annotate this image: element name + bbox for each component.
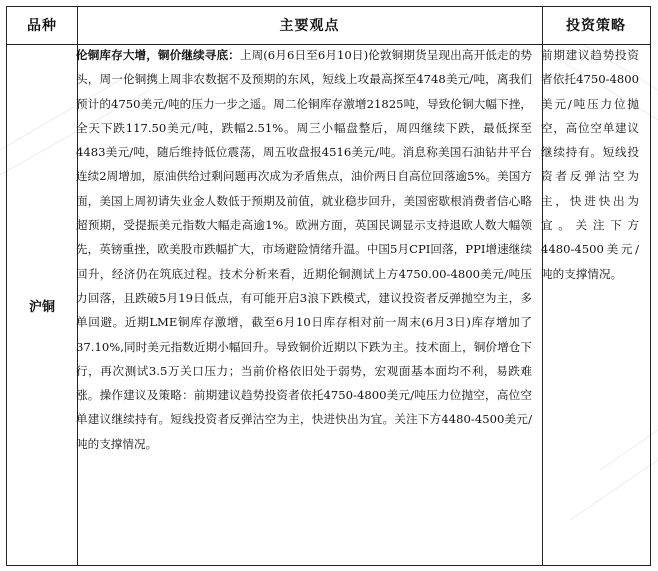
header-main-view: 主要观点 [279, 18, 340, 34]
header-variety: 品种 [27, 18, 57, 34]
header-strategy: 投资策略 [566, 18, 626, 34]
variety-label: 沪铜 [28, 299, 55, 315]
strategy-cell [541, 43, 639, 286]
variety-cell [7, 45, 77, 565]
main-view-cell [76, 43, 532, 456]
strategy-text: 前期建议趋势投资者依托4750-4800美元/吨压力位抛空，高位空单建议继续持有。短线投资者反弹沽空为主，快进快出为宜。关注下方4480-4500美元/吨的支撑情况。 [541, 48, 639, 281]
table-header-row [7, 7, 650, 45]
main-view-body: 上周(6月6日至6月10日)伦敦铜期货呈现出高开低走的势头，周一伦铜携上周非农数据不及预期的东风，短线上攻最高探至4748美元/吨，离我们预计的4750美元/吨的压力一步之遥。周二伦铜库存激增21825吨，导致伦铜大幅下挫，全天下跌117.50美元/吨，跌幅2.51%。周三小幅盘整后，周四继续下跌，最低探至4483美元/吨，随后维持低位震荡，周五收盘报4516美元/吨。消息称美国石油钻井平台连续2周增加，原油供给过剩问题再次成为矛盾焦点，油价两日自高位回落逾5%。美国方面，美国上周初请失业金人数低于预期及前值，就业稳步回升，美国密歇根消费者信心略超预期，受提振美元指数大幅走高逾1%。欧洲方面，英国民调显示支持退欧人数大幅领先，英镑重挫，欧美股市跌幅扩大，市场避险情绪升温。中国5月CPI回落，PPI增速继续回升，经济仍在筑底过程。技术分析来看，近期伦铜测试上方4750.00-4800美元/吨压力回落，且跌破5月19日低点，有可能开启3浪下跌模式，建议投资者反弹抛空为主，多单回避。近期LME铜库存激增，截至6月10日库存相对前一周末(6月3日)库存增加了37.10%,同时美元指数近期小幅回升。导致铜价近期以下跌为主。技术面上，铜价增仓下行，再次测试3.5万关口压力；当前价格依旧处于弱势，宏观面基本面均不利，易跌难涨。操作建议及策略：前期建议趋势投资者依托4750-4800美元/吨压力位抛空，高位空单建议继续持有。短线投资者反弹沽空为主，快进快出为宜。关注下方4480-4500美元/吨的支撑情况。 [76, 48, 532, 451]
main-view-lead: 伦铜库存大增，铜价继续寻底： [76, 48, 240, 62]
